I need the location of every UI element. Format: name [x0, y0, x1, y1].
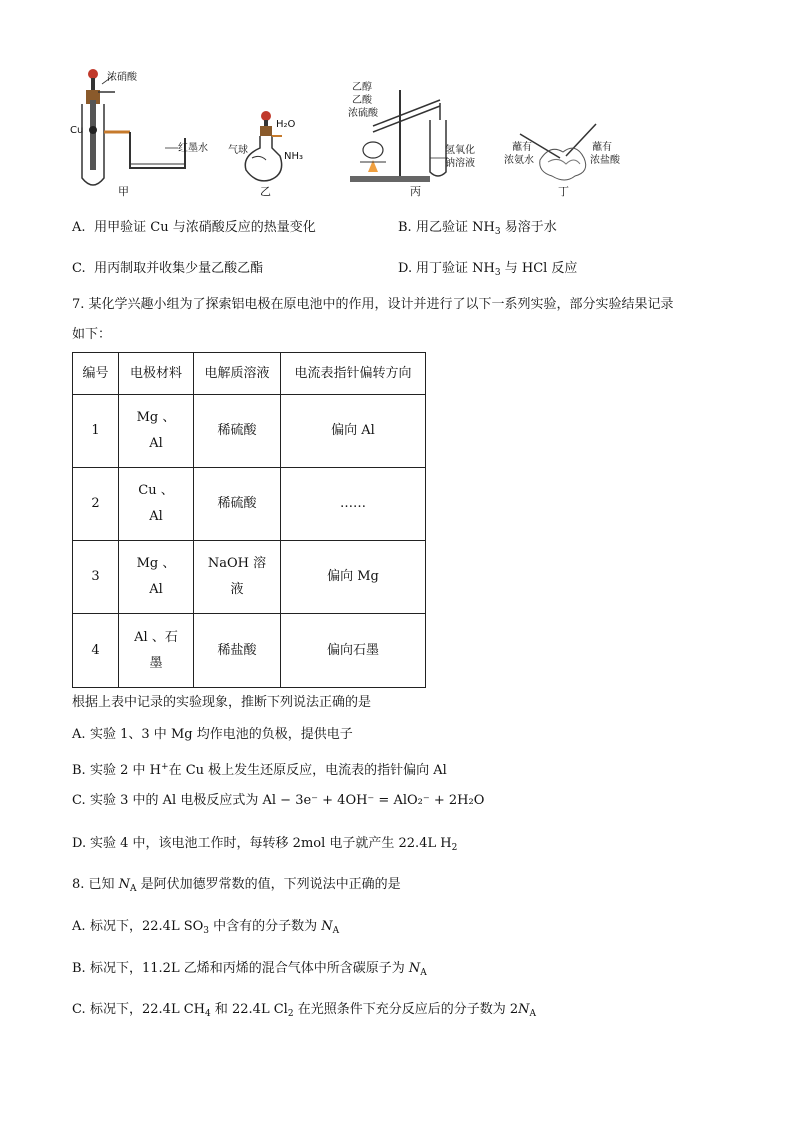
caption-c: 丙 [410, 185, 421, 198]
q8-option-a [72, 918, 339, 940]
label-ethanol: 乙醇 [352, 82, 372, 93]
cell-electrolyte: 稀硫酸 [194, 468, 281, 541]
q7-option-b [72, 758, 447, 780]
q6-option-c [72, 260, 263, 278]
option-text-pre: 标况下，22.4L CH [90, 1002, 205, 1017]
option-label: C. [72, 793, 86, 808]
label-conc-nitric: 浓硝酸 [107, 72, 137, 83]
cell-electrode [119, 395, 194, 468]
header-id: 编号 [73, 353, 119, 395]
cell-id: 1 [73, 395, 119, 468]
cell-id: 2 [73, 468, 119, 541]
subscript: A [332, 926, 340, 936]
option-label: C. [72, 1002, 86, 1017]
option-text-post: 在光照条件下充分反应后的分子数为 2 [293, 1002, 519, 1017]
apparatus-diagram [60, 60, 700, 210]
apparatus-figure [60, 60, 700, 210]
subscript: 2 [287, 1009, 294, 1019]
header-electrode: 电极材料 [119, 353, 194, 395]
q6-option-b [398, 219, 557, 241]
cell-text: Al [149, 436, 163, 451]
cell-text: 墨 [149, 655, 163, 671]
label-naoh-1: 氢氧化 [445, 145, 475, 156]
cell-text: Mg 、 [136, 410, 176, 425]
experiment-table [72, 352, 426, 688]
option-label: B. [72, 961, 86, 976]
option-text: 用丙制取并收集少量乙酸乙酯 [94, 261, 264, 276]
subscript: 2 [451, 843, 458, 853]
table-row [73, 395, 426, 468]
table-row [73, 468, 426, 541]
cell-electrolyte: 稀盐酸 [194, 614, 281, 688]
option-text-pre: 实验 2 中 H [90, 763, 162, 778]
label-conc-hcl: 浓盐酸 [590, 155, 620, 166]
option-label: B. [72, 763, 86, 778]
cell-deflection: …… [281, 468, 426, 541]
option-text-pre: 实验 4 中，该电池工作时，每转移 2mol 电子就产生 22.4L H [90, 836, 452, 851]
stem-post: 是阿伏加德罗常数的值，下列说法中正确的是 [136, 877, 401, 892]
q7-option-a [72, 726, 353, 744]
symbol-n: N [518, 1002, 530, 1017]
cell-text: Mg 、 [136, 556, 176, 571]
label-naoh-2: 钠溶液 [445, 158, 475, 169]
q8-option-c [72, 1001, 536, 1023]
cell-electrolyte: 稀硫酸 [194, 395, 281, 468]
cell-text: Al 、石 [134, 629, 178, 645]
apparatus-d [504, 124, 621, 198]
cell-id: 3 [73, 541, 119, 614]
symbol-n: N [408, 961, 421, 976]
label-balloon: 气球 [228, 145, 248, 156]
symbol-n: N [118, 877, 131, 892]
q7-option-d [72, 835, 457, 857]
subscript: 3 [494, 227, 501, 237]
subscript: 3 [203, 926, 210, 936]
option-label: D. [72, 836, 87, 851]
header-electrolyte: 电解质溶液 [194, 353, 281, 395]
option-label: B. [398, 220, 412, 235]
option-label: A. [72, 220, 86, 235]
subscript: A [420, 968, 427, 978]
cell-id: 4 [73, 614, 119, 688]
option-text-pre: 标况下，22.4L SO [90, 919, 204, 934]
q7-stem-line-2: 如下： [72, 327, 112, 342]
stem-pre: 8. 已知 [72, 877, 119, 892]
option-label: A. [72, 919, 86, 934]
cell-text: Al [149, 582, 163, 597]
option-label: A. [72, 727, 86, 742]
label-conc-ammonia: 浓氨水 [504, 155, 534, 166]
equation: Al − 3e⁻ + 4OH⁻ = AlO₂⁻ + 2H₂O [262, 793, 485, 808]
option-text-pre: 实验 3 中的 Al 电极反应式为 [90, 793, 263, 808]
q8-stem [72, 876, 401, 898]
cell-electrolyte [194, 541, 281, 614]
apparatus-b [228, 111, 303, 198]
apparatus-c [348, 80, 475, 198]
label-h2o: H₂O [276, 119, 296, 130]
label-dipped-1: 蘸有 [512, 142, 532, 153]
option-text-post: 易溶于水 [500, 220, 557, 235]
cell-text: Cu 、 [138, 483, 174, 498]
superscript: + [161, 762, 169, 772]
label-conc-sulfuric: 浓硫酸 [348, 108, 378, 119]
caption-b: 乙 [260, 185, 271, 198]
option-label: C. [72, 261, 86, 276]
q7-stem-line-1: 7. 某化学兴趣小组为了探索铝电极在原电池中的作用，设计并进行了以下一系列实验，部分实验结果记录 [72, 297, 674, 312]
option-text-post: 在 Cu 极上发生还原反应，电流表的指针偏向 Al [168, 763, 447, 778]
header-deflection: 电流表指针偏转方向 [281, 353, 426, 395]
q7-option-c [72, 792, 484, 810]
option-text: 用甲验证 Cu 与浓硝酸反应的热量变化 [94, 220, 316, 235]
table-header-row [73, 353, 426, 395]
option-text-mid: 和 22.4L Cl [210, 1002, 288, 1017]
q6-option-a [72, 219, 316, 237]
cell-electrode [119, 541, 194, 614]
q7-prompt: 根据上表中记录的实验现象，推断下列说法正确的是 [72, 695, 372, 710]
cell-deflection: 偏向 Al [281, 395, 426, 468]
cell-deflection: 偏向 Mg [281, 541, 426, 614]
subscript: A [529, 1009, 536, 1019]
option-text-pre: 用乙验证 [416, 220, 473, 235]
option-text: 实验 1、3 中 Mg 均作电池的负极，提供电子 [90, 727, 353, 742]
apparatus-a [70, 69, 208, 198]
label-red-ink: 红墨水 [178, 143, 208, 154]
cell-electrode [119, 614, 194, 688]
label-nh3: NH₃ [284, 151, 304, 162]
caption-d: 丁 [558, 185, 569, 198]
option-text-pre: 用丁验证 [416, 261, 473, 276]
subscript: A [130, 884, 137, 894]
label-dipped-2: 蘸有 [592, 142, 612, 153]
label-acetic-acid: 乙酸 [352, 95, 372, 106]
cell-deflection: 偏向石墨 [281, 614, 426, 688]
cell-text: 液 [230, 582, 244, 597]
subscript: 4 [205, 1009, 211, 1019]
option-text-post: 与 HCl 反应 [500, 261, 578, 276]
cell-text: NaOH 溶 [207, 556, 267, 571]
option-text-pre: 标况下，11.2L 乙烯和丙烯的混合气体中所含碳原子为 [90, 961, 409, 976]
caption-a: 甲 [118, 185, 129, 198]
cell-text: Al [149, 509, 163, 524]
q6-option-d [398, 260, 577, 282]
symbol-n: N [321, 919, 333, 934]
q8-option-b [72, 960, 427, 982]
subscript: 3 [494, 268, 501, 278]
chem-formula: NH [472, 261, 495, 276]
table-row [73, 614, 426, 688]
chem-formula: NH [472, 220, 495, 235]
option-label: D. [398, 261, 413, 276]
cell-electrode [119, 468, 194, 541]
table-row [73, 541, 426, 614]
option-text-mid: 中含有的分子数为 [209, 919, 322, 934]
label-cu: Cu [70, 125, 84, 136]
